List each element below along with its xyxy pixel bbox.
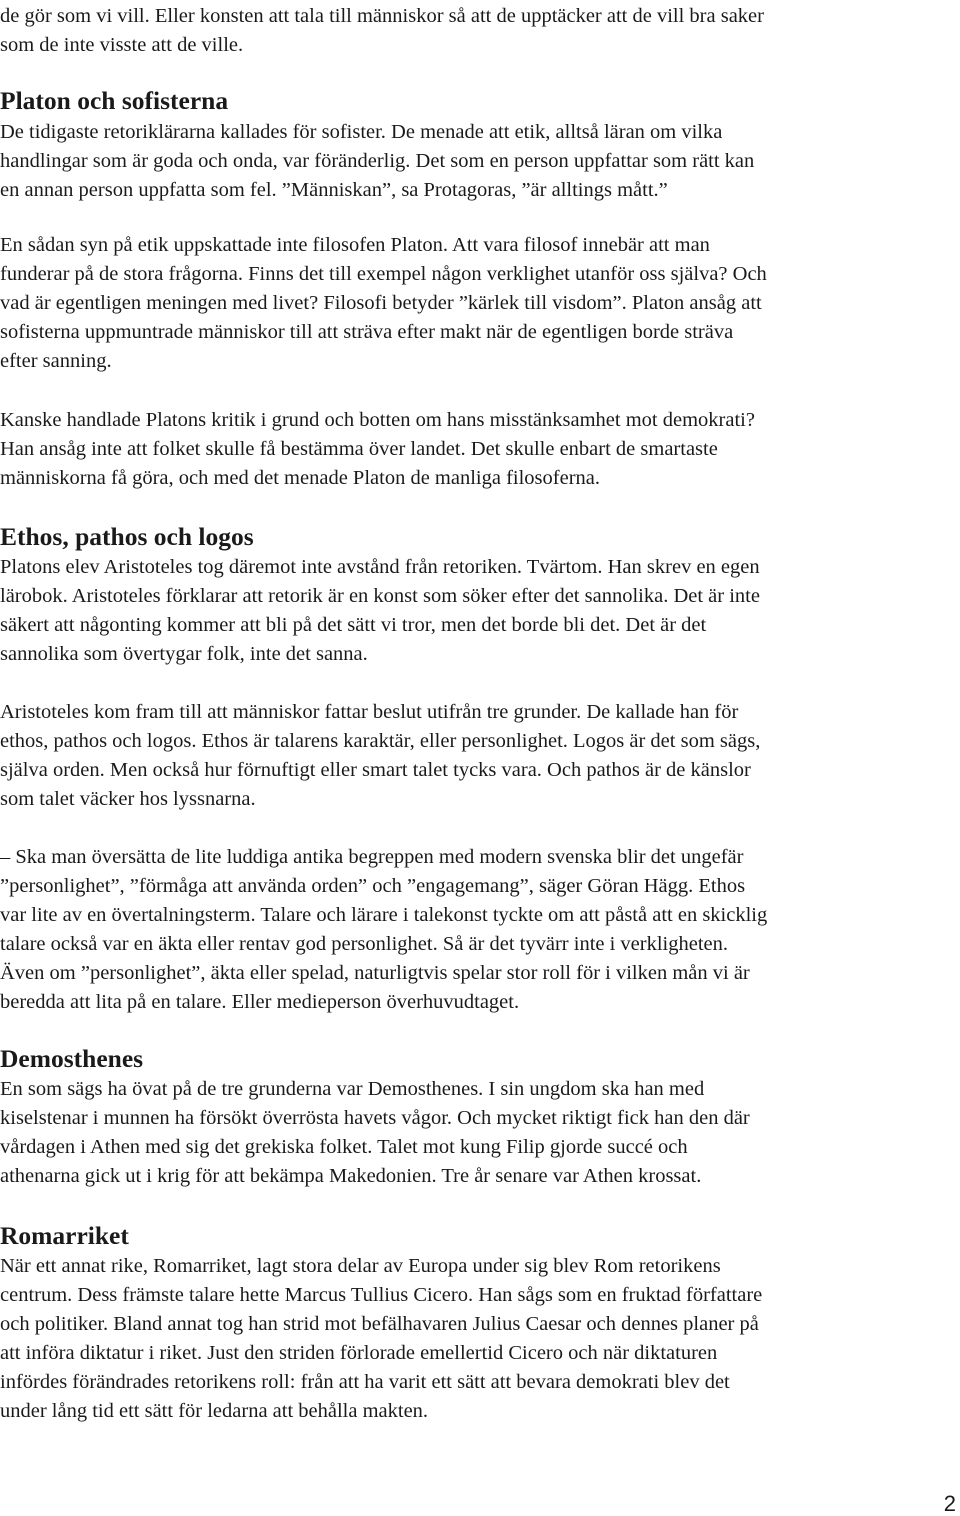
paragraph-line: var lite av en övertalningsterm. Talare och lärare i talekonst tyckte om att påstå att en skicklig: [0, 904, 768, 926]
paragraph-line: människorna få göra, och med det menade Platon de manliga filosoferna.: [0, 467, 600, 489]
paragraph-line: efter sanning.: [0, 350, 112, 372]
paragraph-line: De tidigaste retoriklärarna kallades för sofister. De menade att etik, alltså läran om vilka: [0, 121, 723, 143]
paragraph-line: Aristoteles kom fram till att människor fattar beslut utifrån tre grunder. De kallade han för: [0, 701, 739, 723]
paragraph-line: Kanske handlade Platons kritik i grund och botten om hans misstänksamhet mot demokrati?: [0, 409, 755, 431]
paragraph-line: ethos, pathos och logos. Ethos är talarens karaktär, eller personlighet. Logos är det som sägs,: [0, 730, 761, 752]
paragraph-line: En som sägs ha övat på de tre grunderna var Demosthenes. I sin ungdom ska han med: [0, 1078, 705, 1100]
paragraph-line: infördes förändrades retorikens roll: från att ha varit ett sätt att bevara demokrati blev det: [0, 1371, 730, 1393]
paragraph-line: lärobok. Aristoteles förklarar att retorik är en konst som söker efter det sannolika. Det är inte: [0, 585, 760, 607]
paragraph-line: vad är egentligen meningen med livet? Filosofi betyder ”kärlek till visdom”. Platon ansåg att: [0, 292, 762, 314]
paragraph-line: handlingar som är goda och onda, var föränderlig. Det som en person uppfattar som rätt kan: [0, 150, 755, 172]
paragraph-line: funderar på de stora frågorna. Finns det till exempel någon verklighet utanför oss själva? Och: [0, 263, 767, 285]
section-heading: Platon och sofisterna: [0, 86, 229, 115]
paragraph-line: de gör som vi vill. Eller konsten att tala till människor så att de upptäcker att de vill bra saker: [0, 5, 764, 27]
paragraph-line: att införa diktatur i riket. Just den striden förlorade emellertid Cicero och när diktaturen: [0, 1342, 718, 1364]
paragraph-line: kiselstenar i munnen ha försökt överrösta havets vågor. Och mycket riktigt fick han den där: [0, 1107, 750, 1129]
paragraph-line: Även om ”personlighet”, äkta eller spelad, naturligtvis spelar stor roll för i vilken mån vi är: [0, 962, 750, 984]
paragraph-line: När ett annat rike, Romarriket, lagt stora delar av Europa under sig blev Rom retorikens: [0, 1255, 721, 1277]
paragraph-line: själva orden. Men också hur förnuftigt eller smart talet tycks vara. Och pathos är de känslor: [0, 759, 751, 781]
section-heading: Demosthenes: [0, 1044, 144, 1073]
paragraph-line: säkert att någonting kommer att bli på det sätt vi tror, men det borde bli det. Det är det: [0, 614, 707, 636]
paragraph-line: som de inte visste att de ville.: [0, 34, 244, 56]
paragraph-line: centrum. Dess främste talare hette Marcus Tullius Cicero. Han sågs som en fruktad författare: [0, 1284, 763, 1306]
paragraph-line: – Ska man översätta de lite luddiga antika begreppen med modern svenska blir det ungefär: [0, 846, 744, 868]
paragraph-line: ”personlighet”, ”förmåga att använda orden” och ”engagemang”, säger Göran Hägg. Ethos: [0, 875, 746, 897]
page-number: 2: [943, 1491, 956, 1516]
paragraph-line: en annan person uppfatta som fel. ”Människan”, sa Protagoras, ”är alltings mått.”: [0, 179, 668, 201]
paragraph-line: under lång tid ett sätt för ledarna att behålla makten.: [0, 1400, 429, 1422]
paragraph-line: vårdagen i Athen med sig det grekiska folket. Talet mot kung Filip gjorde succé och: [0, 1136, 688, 1158]
paragraph-line: Platons elev Aristoteles tog däremot inte avstånd från retoriken. Tvärtom. Han skrev en egen: [0, 556, 760, 578]
paragraph-line: sannolika som övertygar folk, inte det sanna.: [0, 643, 368, 665]
paragraph-line: som talet väcker hos lyssnarna.: [0, 788, 256, 810]
paragraph-line: sofisterna uppmuntrade människor till att sträva efter makt när de egentligen borde sträva: [0, 321, 734, 343]
paragraph-line: beredda att lita på en talare. Eller medieperson överhuvudtaget.: [0, 991, 520, 1013]
paragraph-line: Han ansåg inte att folket skulle få bestämma över landet. Det skulle enbart de smartaste: [0, 438, 718, 460]
section-heading: Romarriket: [0, 1221, 129, 1250]
paragraph-line: athenarna gick ut i krig för att bekämpa Makedonien. Tre år senare var Athen krossat.: [0, 1165, 702, 1187]
paragraph-line: talare också var en äkta eller rentav god personlighet. Så är det tyvärr inte i verkligheten.: [0, 933, 729, 955]
paragraph-line: och politiker. Bland annat tog han strid mot befälhavaren Julius Caesar och dennes planer på: [0, 1313, 759, 1335]
paragraph-line: En sådan syn på etik uppskattade inte filosofen Platon. Att vara filosof innebär att man: [0, 234, 710, 256]
section-heading: Ethos, pathos och logos: [0, 522, 254, 551]
